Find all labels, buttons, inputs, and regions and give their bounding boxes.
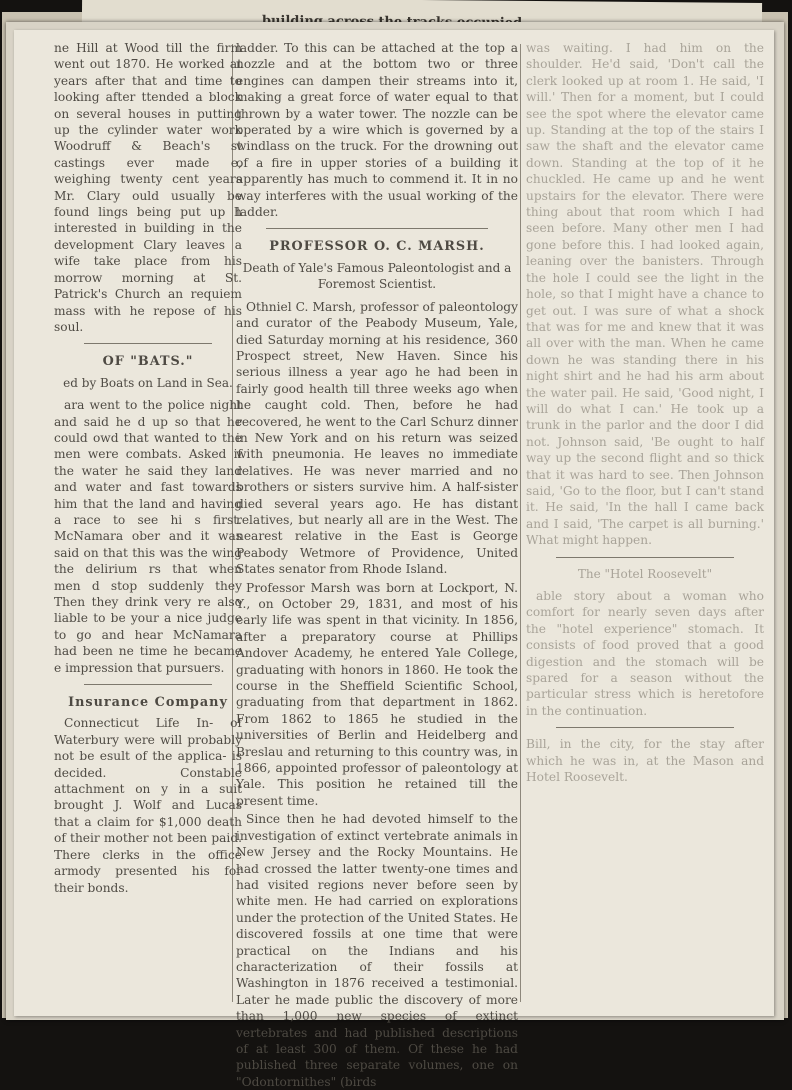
bats-subheadline: ed by Boats on Land in Sea. [63, 375, 233, 390]
separator [266, 228, 488, 229]
separator [84, 343, 212, 344]
marsh-paragraph-3: Since then he had devoted himself to the investigation of extinct vertebrate animals in New Jersey and the Rocky Mountains. He had crossed the latter twenty-one times and had visited regions never before seen by white men. He had carried on explorations under the protection of the United States. He discovered fossils at one time that were practical on the Indians and his characterization of their fossils at Washington in 1876 received a testimonial. Later he made public the discovery of more than 1,000 new species of extinct vertebrates and had published descriptions of at least 300 of them. Of these he had published three separate volumes, one on "Odontornithes" (birds [236, 812, 518, 1089]
bats-article-text: ara went to the police night and said he d up so that he could owd that wanted to the men were combats. Asked if the water he said they land and water and fast towards him that the land and having a race to see hi s first. McNamara ober and it was said on that this was the wing the delirium rs that when men d stop suddenly they Then they drink very re also liable to be your a nice judge to go and hear McNamara had been ne time he became e impression that pursuers. [54, 398, 242, 675]
column-middle [236, 40, 518, 1089]
footer-text: Bill, in the city, for the stay after which he was in, at the Mason and Hotel Roosevelt. [526, 737, 764, 785]
separator [556, 727, 734, 728]
fire-story-text: was waiting. I had him on the shoulder. He'd said, 'Don't call the clerk looked up at room 1. He said, 'I will.' Then for a moment, but I could see the spot where the elevator came up. Standing at the top of the stairs I saw the shaft and the elevator came down. Standing at the top of it he chuckled. He came up and he went upstairs for the elevator. There were thing about that room which I had seen before. Many other men I had gone before this. I had looked again, leaning over the banisters. Through the hole I could see the light in the hole, so that I might have a chance to get out. I was sure of what a shock that was for me and knew that it was all over with the man. When he came down he was standing there in his night shirt and he had his arm about the water pail. He said, 'Good night, I will do what I can.' He took up a trunk in the parlor and the door I did not. Johnson said, 'Be ought to half way up the second flight and so thick that it was hard to see. Then Johnson said, 'Go to the floor, but I can't stand it. He said, 'In the hall I came back and I said, 'The carpet is all burning.' What might happen. [526, 41, 764, 548]
hotel-article-text: able story about a woman who comfort for nearly seven days after the "hotel experience" stomach. It consists of food proved that a good digestion and the stomach will be spared for a season without the particular stress which is heretofore in the continuation. [526, 589, 764, 718]
column-right [526, 40, 764, 1006]
bats-headline: OF "BATS." [102, 354, 194, 370]
marsh-headline: PROFESSOR O. C. MARSH. [269, 239, 485, 255]
obituary-clary-text: ne Hill at Wood till the firm went out 1870. He worked at years after that and time to looking after ttended a block on several houses in putting up the cylinder water work Woodruff & Beach's st castings ever made e, weighing twenty cent years Mr. Clary ould usually be found lings being put up h interested in building in the development Clary leaves a wife take place from his morrow morning at St. Patrick's Church an requiem mass with he repose of his soul. [54, 41, 242, 334]
marsh-paragraph-1: Othniel C. Marsh, professor of paleontology and curator of the Peabody Museum, Yale, died Saturday morning at his residence, 360 Prospect street, New Haven. Since his serious illness a year ago he had been in fairly good health till three weeks ago when he caught cold. Then, before he had recovered, he went to the Carl Schurz dinner in New York and on his return was seized with pneumonia. He leaves no immediate relatives. He was never married and no brothers or sisters survive him. A half-sister died several years ago. He has distant relatives, but nearly all are in the West. The nearest relative in the East is George Peabody Wetmore of Providence, United States senator from Rhode Island. [236, 299, 518, 577]
insurance-headline: Insurance Company [68, 695, 228, 711]
insurance-article-text: Connecticut Life In- of Waterbury were will probably not be esult of the applica- is decided. Constable attachment on y in a suit brought J. Wolf and Lucas that a claim for $1,000 death of their mother not been paid. There clerks in the office armody presented his for their bonds. [54, 716, 242, 895]
hotel-headline: The "Hotel Roosevelt" [577, 566, 713, 581]
separator [84, 684, 212, 685]
marsh-paragraph-2: Professor Marsh was born at Lockport, N. Y., on October 29, 1831, and most of his early life was spent in that vicinity. In 1856, after a preparatory course at Phillips Andover Academy, he entered Yale College, graduating with honors in 1860. He took the course in the Sheffield Scientific School, graduating from that department in 1862. From 1862 to 1865 he studied in the universities of Berlin and Heidelberg and Breslau and returning to this country was, in 1866, appointed professor of paleontology at Yale. This position he retained till the present time. [236, 580, 518, 808]
ladder-article-text: ladder. To this can be attached at the top a nozzle and at the bottom two or three engines can dampen their streams into it, making a great force of water equal to that thrown by a water tower. The nozzle can be operated by a wire which is governed by a windlass on the truck. For the drowning out of a fire in upper stories of a building it apparently has much to commend it. It in no way interferes with the usual working of the ladder. [236, 41, 518, 220]
marsh-subheadline: Death of Yale's Famous Paleontologist and a Foremost Scientist. [242, 260, 512, 292]
newspaper-clipping [14, 30, 774, 1089]
separator [556, 557, 734, 558]
column-left [54, 40, 242, 1006]
column-rule-2 [520, 44, 521, 1002]
